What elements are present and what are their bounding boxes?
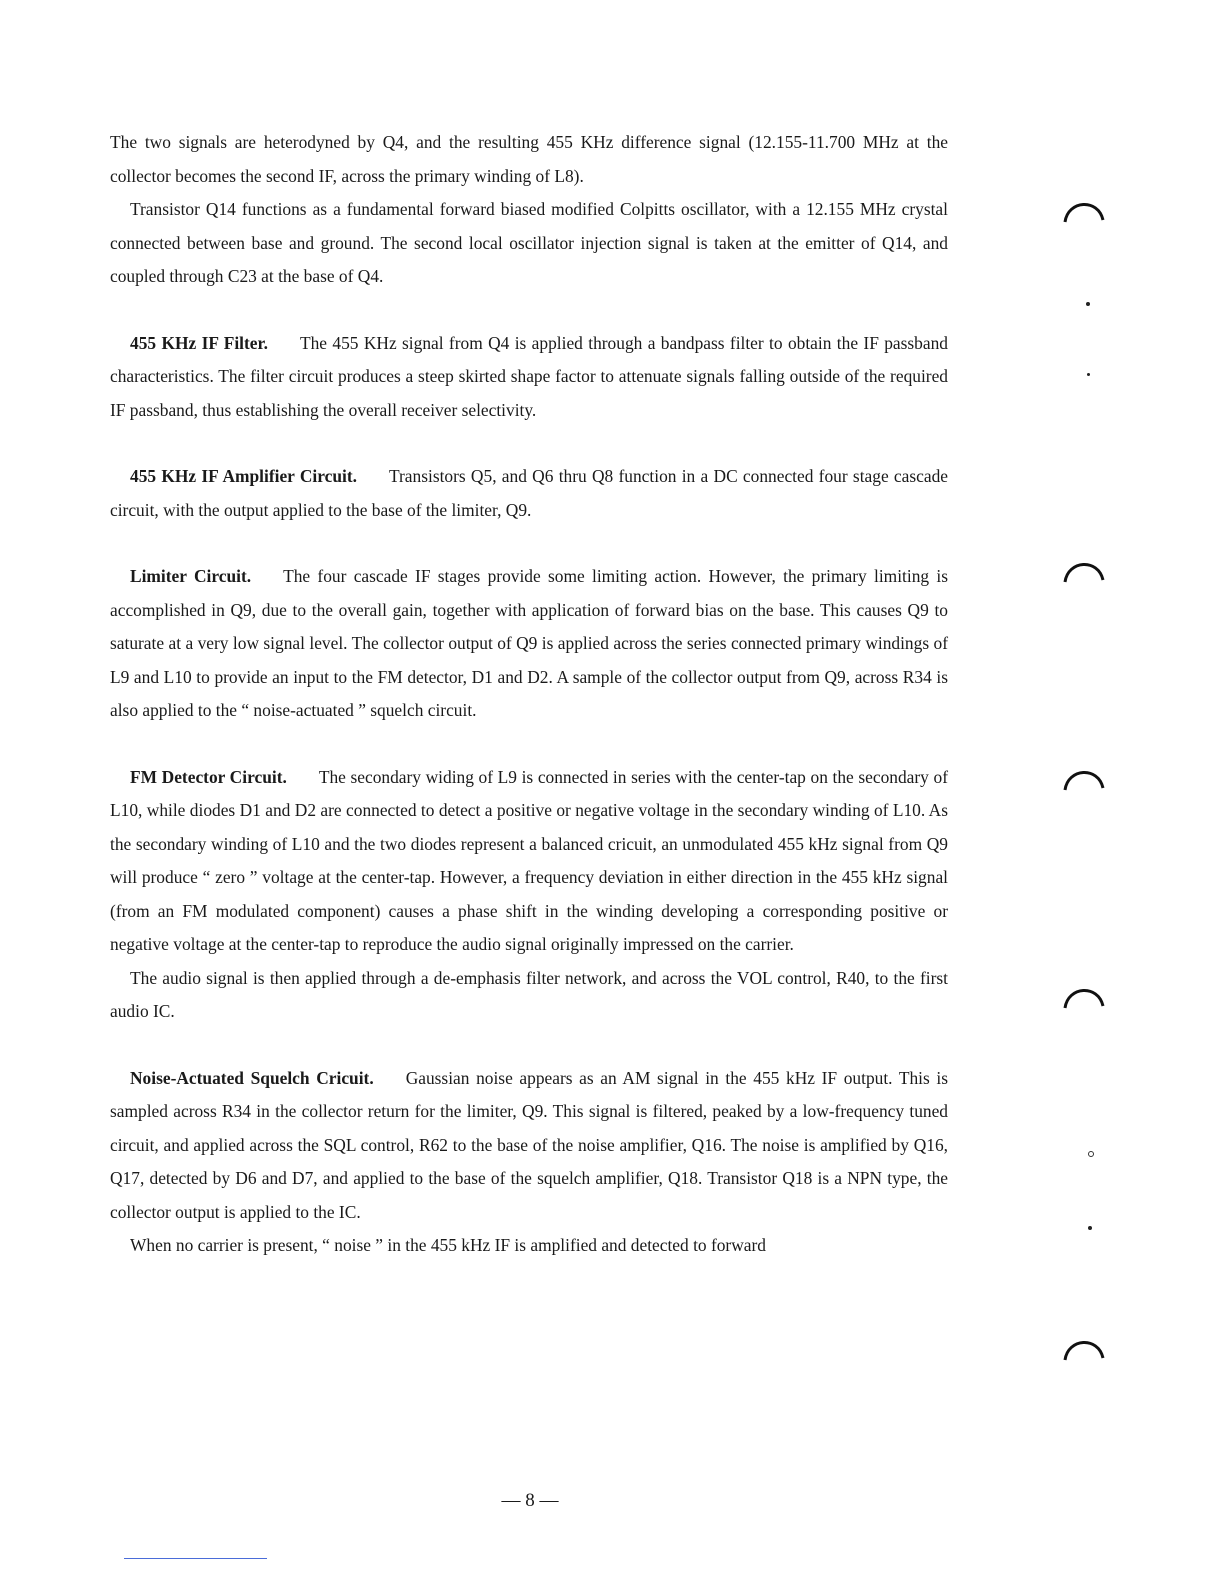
section-heading: 455 KHz IF Amplifier Circuit. xyxy=(130,466,357,486)
paragraph-text: Transistors Q5, and Q6 thru Q8 function in a DC connected four stage cascade circuit, with the output applied to the base of the limiter, Q9. xyxy=(110,466,948,520)
binder-hole-icon xyxy=(1062,1334,1106,1364)
page-number: — 8 — xyxy=(501,1490,559,1511)
paragraph-text: The four cascade IF stages provide some limiting action. However, the primary limiting is accomplished in Q9, due to the overall gain, together with application of forward bias on the base. This causes Q9 to saturate at a very low signal level. The collector output of Q9 is applied across the series connected primary windings of L9 and L10 to provide an input to the FM detector, D1 and D2. A sample of the collector output from Q9, across R34 is also applied to the “ noise-actuated ” squelch circuit. xyxy=(110,566,948,720)
paragraph-limiter xyxy=(110,560,948,728)
binder-hole-icon xyxy=(1062,196,1106,226)
paragraph-text: The secondary widing of L9 is connected in series with the center-tap on the secondary of L10, while diodes D1 and D2 are connected to detect a positive or negative voltage in the secondary winding of L10. As the secondary winding of L10 and the two diodes represent a balanced cricuit, an unmodulated 455 kHz signal from Q9 will produce “ zero ” voltage at the center-tap. However, a frequency deviation in either direction in the 455 kHz signal (from an FM modulated component) causes a phase shift in the winding developing a corresponding positive or negative voltage at the center-tap to reproduce the audio signal originally impressed on the carrier. xyxy=(110,766,948,954)
paragraph-1 xyxy=(110,126,948,193)
section-heading: Noise-Actuated Squelch Cricuit. xyxy=(130,1067,374,1088)
binder-hole-icon xyxy=(1062,556,1106,586)
paragraph-squelch xyxy=(110,1062,948,1230)
paragraph-fm-detector xyxy=(110,761,948,962)
paragraph-text: The audio signal is then applied through a de-emphasis filter network, and across the VOL control, R40, to the first audio IC. xyxy=(110,967,948,1021)
footnote-rule xyxy=(124,1558,267,1559)
body-text xyxy=(110,126,948,1263)
section-heading: Limiter Circuit. xyxy=(130,566,252,586)
scan-speck xyxy=(1086,302,1090,306)
paragraph-if-amplifier xyxy=(110,460,948,527)
binder-hole-icon xyxy=(1062,982,1106,1012)
section-heading: 455 KHz IF Filter. xyxy=(130,332,268,353)
scan-speck xyxy=(1088,1226,1092,1230)
paragraph-2 xyxy=(110,193,948,294)
binder-hole-icon xyxy=(1062,764,1106,794)
section-heading: FM Detector Circuit. xyxy=(130,766,287,787)
paragraph-text: When no carrier is present, “ noise ” in the 455 kHz IF is amplified and detected to forward xyxy=(130,1235,766,1255)
scan-speck xyxy=(1087,373,1090,376)
paragraph-text: Transistor Q14 functions as a fundamental forward biased modified Colpitts oscillator, with a 12.155 MHz crystal connected between base and ground. The second local oscillator injection signal is taken at the emitter of Q14, and coupled through C23 at the base of Q4. xyxy=(110,199,948,286)
paragraph-audio xyxy=(110,962,948,1029)
paragraph-text: The 455 KHz signal from Q4 is applied through a bandpass filter to obtain the IF passband characteristics. The filter circuit produces a steep skirted shape factor to attenuate signals falling outside of the required IF passband, thus establishing the overall receiver selectivity. xyxy=(110,332,948,420)
paragraph-if-filter xyxy=(110,327,948,428)
paragraph-no-carrier xyxy=(110,1229,948,1263)
paragraph-text: The two signals are heterodyned by Q4, and the resulting 455 KHz difference signal (12.155-11.700 MHz at the collector becomes the second IF, across the primary winding of L8). xyxy=(110,132,948,186)
scan-speck xyxy=(1088,1151,1094,1157)
paragraph-text: Gaussian noise appears as an AM signal in the 455 kHz IF output. This is sampled across R34 in the collector return for the limiter, Q9. This signal is filtered, peaked by a low-frequency tuned circuit, and applied across the SQL control, R62 to the base of the noise amplifier, Q16. The noise is amplified by Q16, Q17, detected by D6 and D7, and applied to the base of the squelch amplifier, Q18. Transistor Q18 is a NPN type, the collector output is applied to the IC. xyxy=(110,1067,948,1222)
